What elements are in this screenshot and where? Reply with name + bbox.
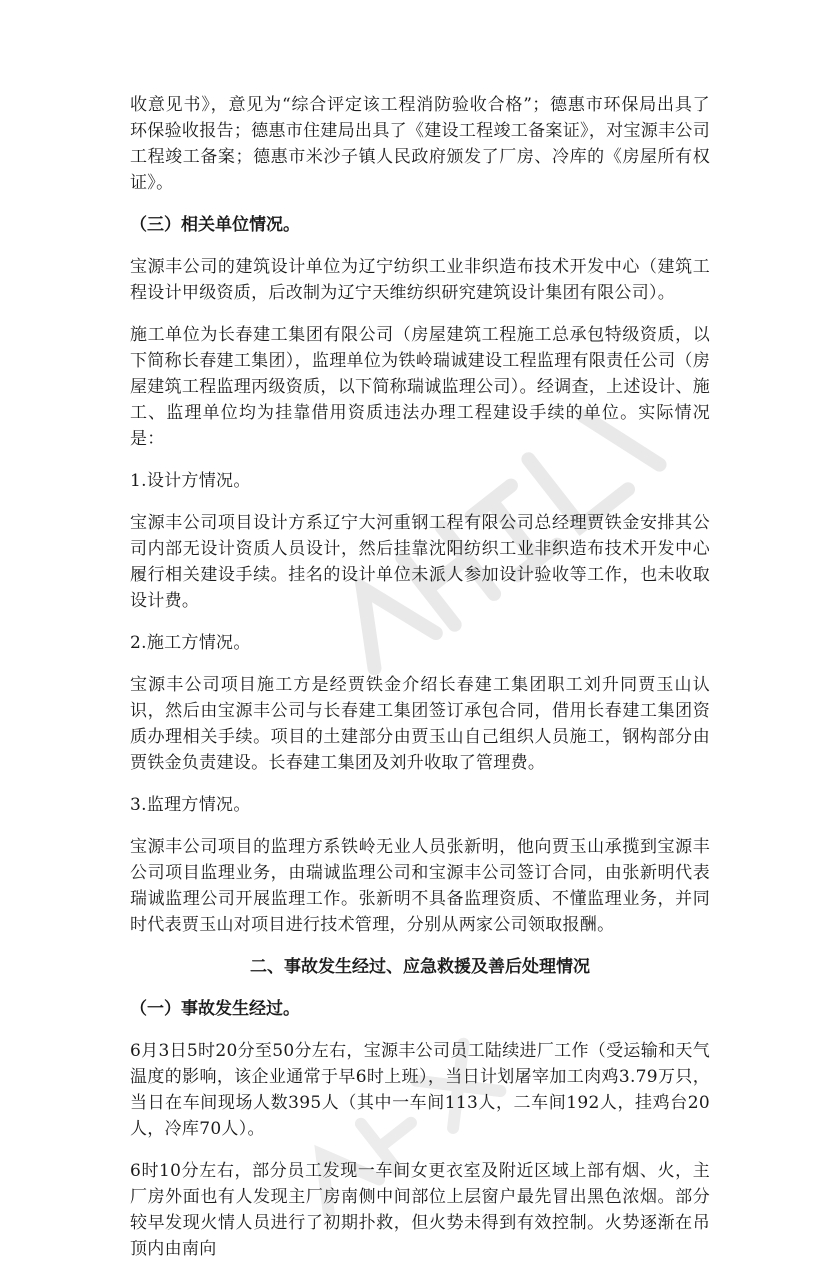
section-heading-related-units: （三）相关单位情况。 — [130, 215, 300, 235]
paragraph-construction-details: 宝源丰公司项目施工方是经贾铁金介绍长春建工集团职工刘升同贾玉山认识，然后由宝源丰公司与长春建工集团签订承包合同，借用长春建工集团资质办理相关手续。项目的土建部分由贾玉山自己组织人员施工，钢构部分由贾铁金负责建设。长春建工集团及刘升收取了管理费。 — [130, 675, 710, 773]
paragraph-fire-discovery: 6时10分左右，部分员工发现一车间女更衣室及附近区域上部有烟、火，主厂房外面也有人发现主厂房南侧中间部位上层窗户最先冒出黑色浓烟。部分较早发现火情人员进行了初期扑救，但火势未得到有效控制。火势逐渐在吊顶内由南向 — [130, 1161, 710, 1259]
paragraph-accident-morning: 6月3日5时20分至50分左右，宝源丰公司员工陆续进厂工作（受运输和天气温度的影响，该企业通常于早6时上班），当日计划屠宰加工肉鸡3.79万只，当日在车间现场人数395人（其中一车间113人，二车间192人，挂鸡台20人，冷库70人）。 — [130, 1041, 710, 1139]
subheading-construction: 2.施工方情况。 — [130, 633, 251, 653]
section-heading-accident-process: （一）事故发生经过。 — [130, 999, 300, 1019]
subheading-design: 1.设计方情况。 — [130, 471, 251, 491]
document-body — [130, 92, 710, 1278]
chapter-heading-accident: 二、事故发生经过、应急救援及善后处理情况 — [250, 957, 590, 977]
subheading-supervision: 3.监理方情况。 — [130, 795, 251, 815]
paragraph-acceptance: 收意见书》，意见为“综合评定该工程消防验收合格”；德惠市环保局出具了环保验收报告；德惠市住建局出具了《建设工程竣工备案证》，对宝源丰公司工程竣工备案；德惠市米沙子镇人民政府颁发了厂房、冷库的《房屋所有权证》。 — [130, 95, 710, 193]
paragraph-supervision-details: 宝源丰公司项目的监理方系铁岭无业人员张新明，他向贾玉山承揽到宝源丰公司项目监理业务，由瑞诚监理公司和宝源丰公司签订合同，由张新明代表瑞诚监理公司开展监理工作。张新明不具备监理资质、不懂监理业务，并同时代表贾玉山对项目进行技术管理，分别从两家公司领取报酬。 — [130, 837, 710, 935]
paragraph-design-unit: 宝源丰公司的建筑设计单位为辽宁纺织工业非织造布技术开发中心（建筑工程设计甲级资质，后改制为辽宁天维纺织研究建筑设计集团有限公司）。 — [130, 257, 710, 303]
paragraph-construction-unit: 施工单位为长春建工集团有限公司（房屋建筑工程施工总承包特级资质，以下简称长春建工集团），监理单位为铁岭瑞诚建设工程监理有限责任公司（房屋建筑工程监理丙级资质，以下简称瑞诚监理公司）。经调查，上述设计、施工、监理单位均为挂靠借用资质违法办理工程建设手续的单位。实际情况是： — [130, 325, 710, 449]
paragraph-design-details: 宝源丰公司项目设计方系辽宁大河重钢工程有限公司总经理贾铁金安排其公司内部无设计资质人员设计，然后挂靠沈阳纺织工业非织造布技术开发中心履行相关建设手续。挂名的设计单位未派人参加设计验收等工作，也未收取设计费。 — [130, 513, 710, 611]
